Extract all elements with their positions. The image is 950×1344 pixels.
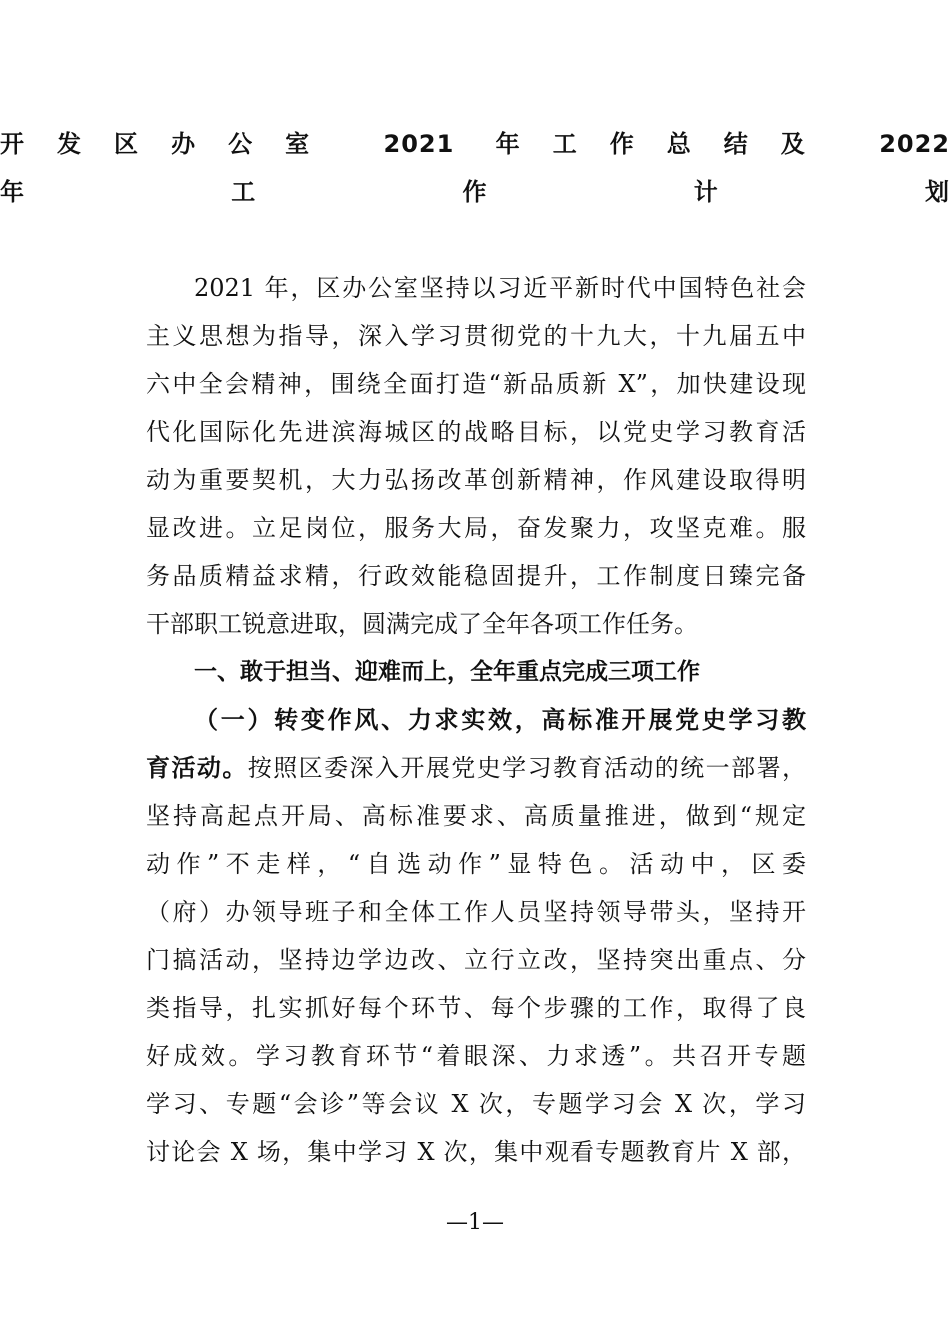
page-number: —1—: [446, 1210, 504, 1235]
paragraph-line: 六中全会精神，围绕全面打造“新品质新 X”，加快建设现: [146, 370, 806, 398]
document-body: [146, 264, 806, 1176]
paragraph-line: 好成效。学习教育环节“着眼深、力求透”。共召开专题: [146, 1042, 806, 1070]
paragraph-line: 讨论会 X 场，集中学习 X 次，集中观看专题教育片 X 部，: [146, 1138, 806, 1166]
subsection-heading: （一）转变作风、力求实效，高标准开展党史学习教: [194, 706, 806, 734]
paragraph-line: 务品质精益求精，行政效能稳固提升，工作制度日臻完备: [146, 562, 806, 590]
paragraph-line: 坚持高起点开局、高标准要求、高质量推进，做到“规定: [146, 802, 806, 830]
paragraph-line: 学习、专题“会诊”等会议 X 次，专题学习会 X 次，学习: [146, 1090, 806, 1118]
paragraph-line: 主义思想为指导，深入学习贯彻党的十九大，十九届五中: [146, 322, 806, 350]
subsection-heading-end: 育活动。: [146, 754, 248, 782]
paragraph-line: 显改进。立足岗位，服务大局，奋发聚力，攻坚克难。服: [146, 514, 806, 542]
paragraph-line: 2021 年，区办公室坚持以习近平新时代中国特色社会: [194, 274, 806, 302]
paragraph-line: （府）办领导班子和全体工作人员坚持领导带头，坚持开: [146, 898, 806, 926]
paragraph-line: [146, 744, 806, 792]
paragraph-line: 干部职工锐意进取，圆满完成了全年各项工作任务。: [146, 610, 698, 638]
paragraph-text: 按照区委深入开展党史学习教育活动的统一部署，: [247, 754, 807, 782]
paragraph-line: 代化国际化先进滨海城区的战略目标，以党史学习教育活: [146, 418, 806, 446]
document-title: [0, 120, 950, 216]
title-line: 年工作计划: [0, 178, 950, 206]
title-line: 开发区办公室 2021 年工作总结及 2022: [0, 130, 950, 158]
paragraph-line: 类指导，扎实抓好每个环节、每个步骤的工作，取得了良: [146, 994, 806, 1022]
paragraph-line: 动作”不走样，“自选动作”显特色。活动中，区委: [146, 850, 806, 878]
section-heading: 一、敢于担当、迎难而上，全年重点完成三项工作: [194, 659, 700, 685]
paragraph-line: 门搞活动，坚持边学边改、立行立改，坚持突出重点、分: [146, 946, 806, 974]
paragraph-line: 动为重要契机，大力弘扬改革创新精神，作风建设取得明: [146, 466, 806, 494]
